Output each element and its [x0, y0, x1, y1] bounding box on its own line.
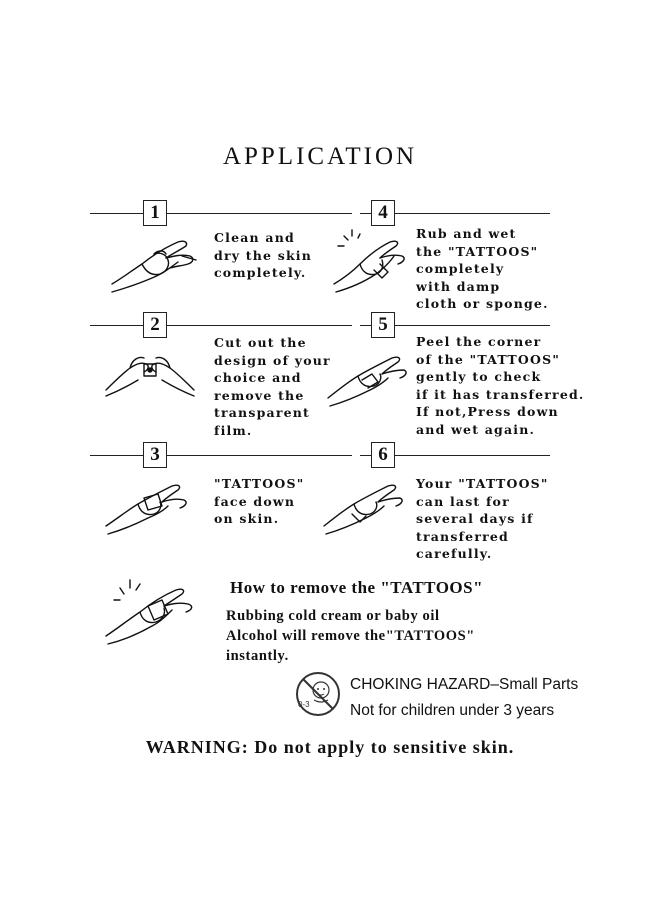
hands-cutting-icon: [104, 346, 196, 398]
step-number-1: 1: [143, 200, 167, 226]
step-number-4: 4: [371, 200, 395, 226]
remove-heading: How to remove the "TATTOOS": [230, 578, 484, 597]
page-title: APPLICATION: [222, 143, 418, 170]
step-4-text: Rub and wet the "TATTOOS" completely with damp cloth or sponge.: [416, 226, 549, 311]
age-badge: 0-3: [298, 700, 310, 709]
hand-peeling-icon: [326, 350, 412, 408]
divider: [90, 213, 352, 214]
step-number-2: 2: [143, 312, 167, 338]
remove-instructions: Rubbing cold cream or baby oil Alcohol will remove the"TATTOOS" instantly.: [226, 608, 475, 664]
step-number-3: 3: [143, 442, 167, 468]
step-number-6: 6: [371, 442, 395, 468]
hand-removing-icon: [104, 576, 200, 646]
no-children-icon: [294, 670, 342, 718]
hand-rubbing-icon: [330, 226, 412, 294]
step-1-text: Clean and dry the skin completely.: [214, 230, 313, 280]
choking-hazard-label: CHOKING HAZARD–Small Parts: [350, 676, 579, 693]
hand-placing-icon: [104, 478, 196, 536]
step-2-text: Cut out the design of your choice and remove the transparent film.: [214, 335, 331, 438]
divider: [90, 455, 352, 456]
step-5-text: Peel the corner of the "TATTOOS" gently to check if it has transferred. If not,Press down and wet again.: [416, 334, 585, 437]
step-number-5: 5: [371, 312, 395, 338]
step-6-text: Your "TATTOOS" can last for several days if transferred carefully.: [416, 476, 549, 561]
age-restriction-label: Not for children under 3 years: [350, 702, 555, 719]
warning-text: WARNING: Do not apply to sensitive skin.: [145, 737, 515, 757]
hand-wiping-icon: [108, 232, 200, 296]
hand-pressing-icon: [322, 478, 408, 536]
divider: [90, 325, 352, 326]
step-3-text: "TATTOOS" face down on skin.: [214, 476, 305, 526]
